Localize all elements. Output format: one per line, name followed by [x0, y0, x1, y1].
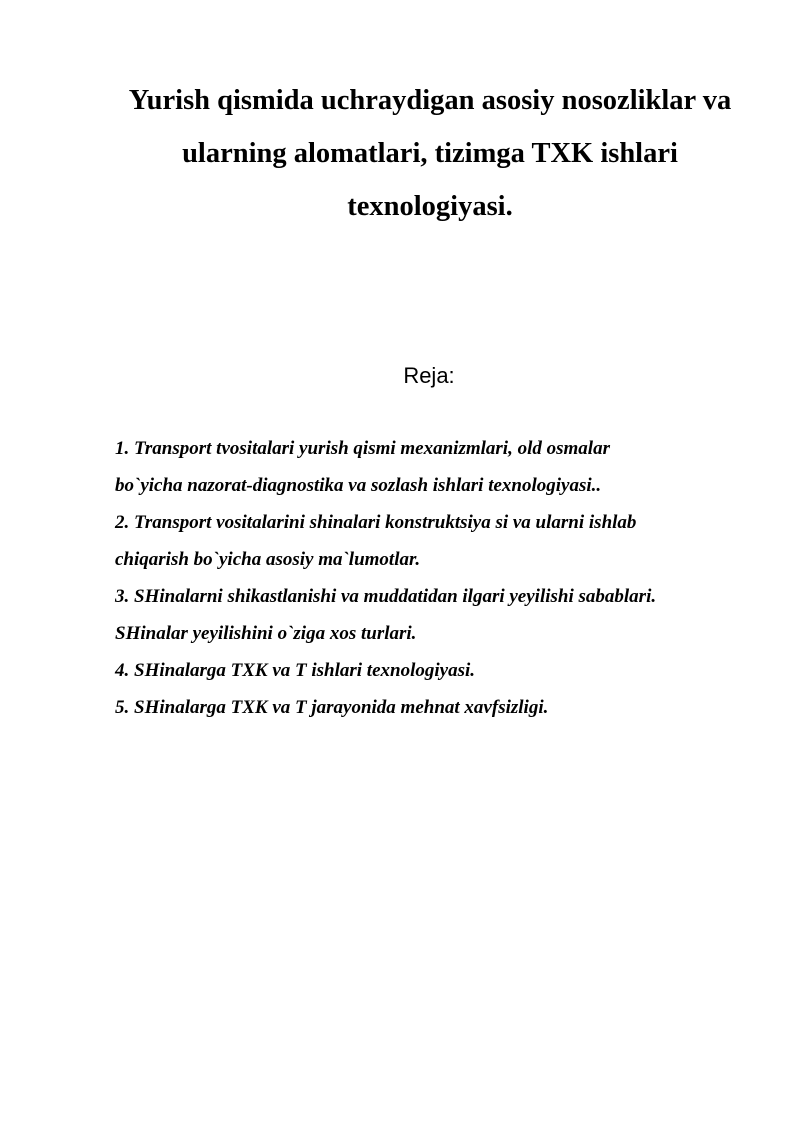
plan-item-5: 5. SHinalarga TXK va T jarayonida mehnat xavfsizligi. — [115, 697, 549, 718]
plan-list — [115, 430, 775, 726]
plan-item-3-line-1: 3. SHinalarni shikastlanishi va muddatidan ilgari yeyilishi sabablari. — [115, 586, 657, 607]
plan-item-3-line-2: SHinalar yeyilishini o`ziga xos turlari. — [115, 623, 417, 644]
title-line: Yurish qismida uchraydigan asosiy nosozliklar va — [128, 85, 732, 116]
plan-heading: Reja: — [403, 363, 455, 388]
title-line: ularning alomatlari, tizimga TXK ishlari — [182, 138, 678, 169]
title-line: texnologiyasi. — [347, 191, 513, 222]
plan-item-2-line-1: 2. Transport vositalarini shinalari konstruktsiya si va ularni ishlab — [115, 512, 637, 533]
plan-item-4: 4. SHinalarga TXK va T ishlari texnologiyasi. — [115, 660, 475, 681]
plan-item-1-line-2: bo`yicha nazorat-diagnostika va sozlash ishlari texnologiyasi.. — [115, 475, 602, 496]
plan-item-1-line-1: 1. Transport tvositalari yurish qismi mexanizmlari, old osmalar — [115, 438, 610, 459]
document-title — [100, 74, 760, 233]
plan-item-2-line-2: chiqarish bo`yicha asosiy ma`lumotlar. — [115, 549, 421, 570]
